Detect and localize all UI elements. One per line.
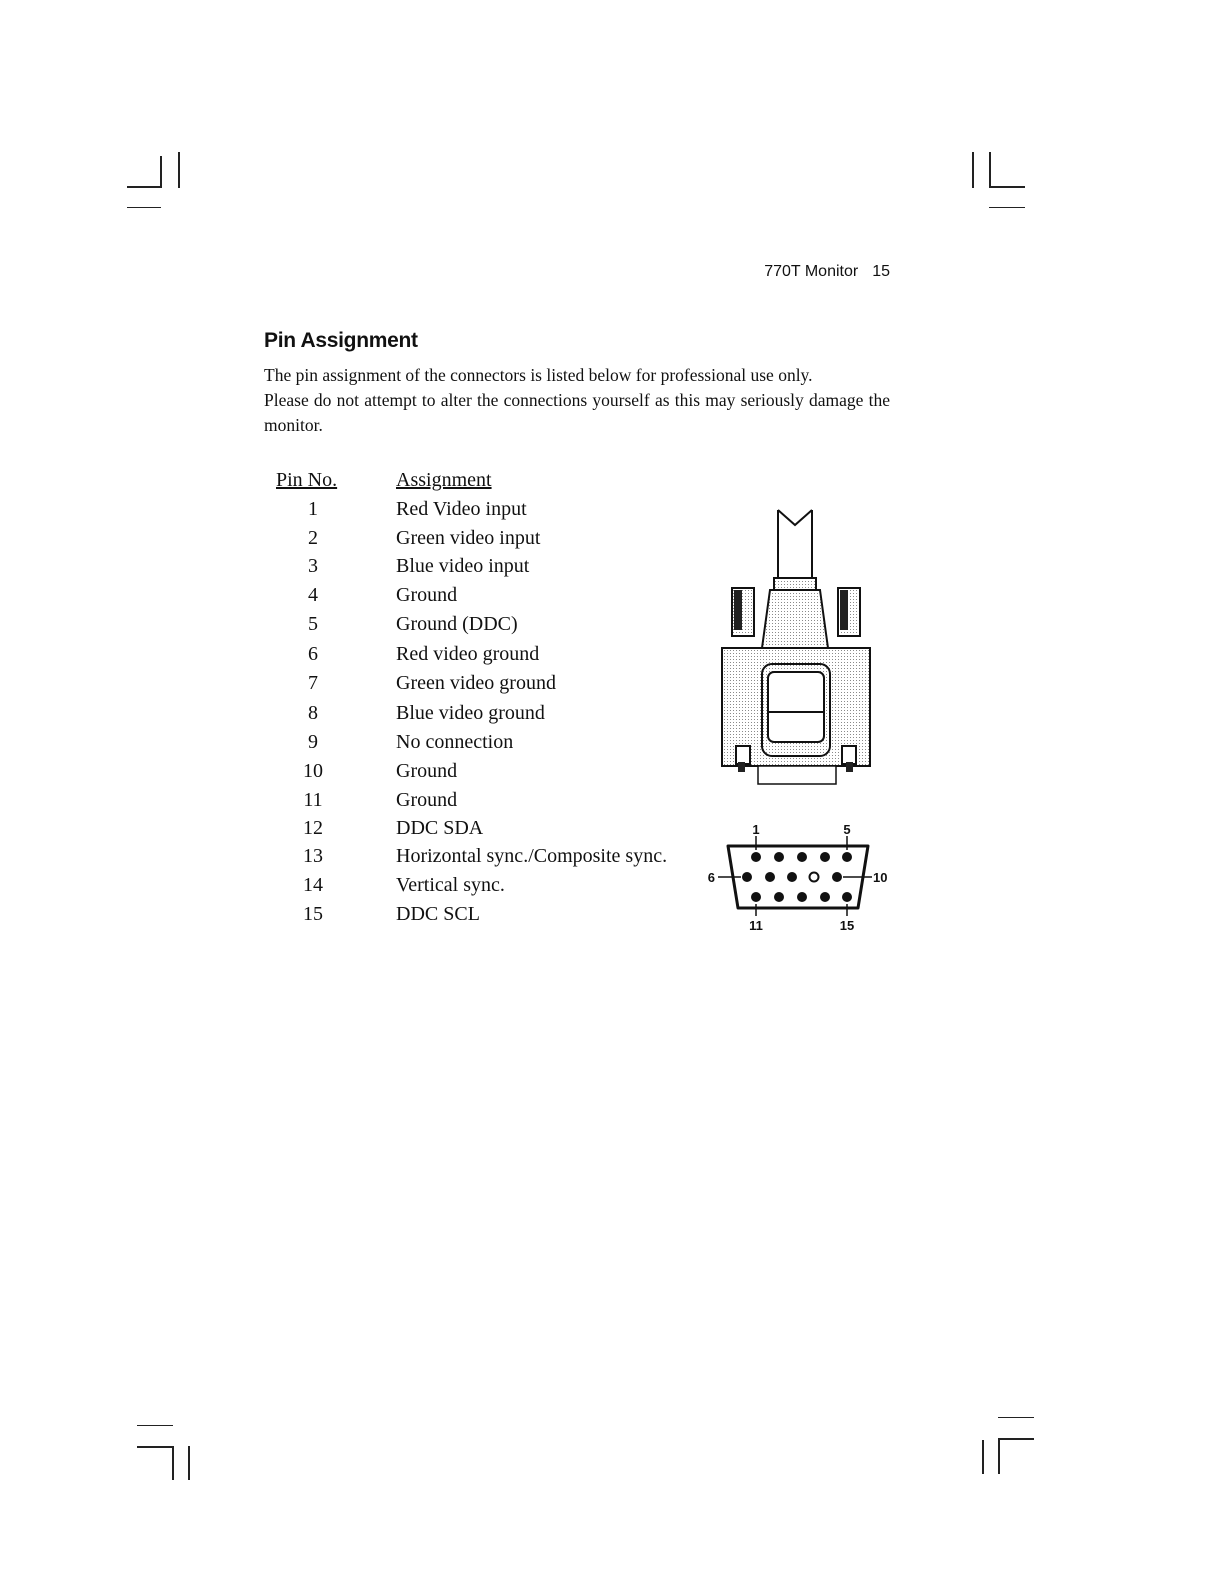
pin-number: 12 — [303, 817, 323, 839]
crop-mark — [998, 1438, 1000, 1474]
pin-assignment: Ground (DDC) — [396, 613, 518, 635]
crop-mark — [127, 207, 161, 208]
table-row — [0, 527, 720, 556]
section-title: Pin Assignment — [264, 329, 418, 352]
pin-assignment: Red video ground — [396, 643, 540, 665]
pin-number: 2 — [308, 527, 318, 549]
pin-face — [708, 822, 888, 933]
pin-4 — [820, 852, 830, 862]
table-row — [0, 584, 720, 613]
pin-assignment: No connection — [396, 731, 514, 753]
header-title: 770T Monitor — [764, 263, 859, 280]
pin-9 — [810, 873, 819, 882]
table-row — [0, 903, 720, 932]
crop-mark — [188, 1446, 190, 1480]
pin-number: 5 — [308, 613, 318, 635]
pin-number: 9 — [308, 731, 318, 753]
pin-assignment: Blue video ground — [396, 702, 545, 724]
pin-1 — [751, 852, 761, 862]
crop-mark — [998, 1417, 1034, 1418]
pin-number: 6 — [308, 643, 318, 665]
table-row — [0, 845, 720, 874]
pin-3 — [797, 852, 807, 862]
crop-mark — [998, 1438, 1034, 1440]
pin-assignment: Ground — [396, 789, 458, 811]
pin-label-5: 5 — [843, 822, 851, 837]
pin-14 — [820, 892, 830, 902]
crop-mark — [972, 152, 974, 188]
intro-line: The pin assignment of the connectors is listed below for professional use only. — [264, 365, 813, 385]
pin-assignment: Ground — [396, 584, 458, 606]
pin-label-15: 15 — [839, 918, 855, 933]
pin-number: 8 — [308, 702, 318, 724]
pin-7 — [765, 872, 775, 882]
table-row — [0, 613, 720, 642]
intro-line: Please do not attempt to alter the connections yourself as this may seriously damage the monitor. — [264, 390, 890, 435]
pin-8 — [787, 872, 797, 882]
pin-number: 14 — [303, 874, 323, 896]
table-row — [0, 789, 720, 818]
pin-5 — [842, 852, 852, 862]
pin-assignment: Blue video input — [396, 555, 530, 577]
crop-mark — [137, 1446, 173, 1448]
crop-mark — [989, 152, 991, 188]
pin-assignment: Red Video input — [396, 498, 527, 520]
pin-number: 1 — [308, 498, 318, 520]
thumb-screw-right — [838, 588, 860, 636]
pin-number: 4 — [308, 584, 318, 606]
table-row — [0, 874, 720, 903]
pin-assignment: DDC SDA — [396, 817, 484, 839]
pin-15 — [842, 892, 852, 902]
crop-mark — [178, 152, 180, 188]
pin-assignment: Green video input — [396, 527, 541, 549]
intro-paragraph — [264, 363, 890, 438]
pin-number: 10 — [303, 760, 323, 782]
pin-10 — [832, 872, 842, 882]
table-row — [0, 672, 720, 701]
pin-number: 11 — [303, 789, 323, 811]
crop-mark — [172, 1446, 174, 1480]
column-header-assignment: Assignment — [396, 469, 492, 491]
pin-2 — [774, 852, 784, 862]
column-header-pin: Pin No. — [276, 469, 338, 491]
crop-mark — [137, 1425, 173, 1426]
pin-label-10: 10 — [873, 870, 888, 885]
connector-hood — [762, 590, 828, 648]
pin-assignment: Vertical sync. — [396, 874, 505, 896]
pin-assignment: Ground — [396, 760, 458, 782]
table-row — [0, 498, 720, 527]
vga-connector-diagram — [700, 500, 900, 940]
pin-assignment: DDC SCL — [396, 903, 480, 925]
crop-mark — [982, 1440, 984, 1474]
crop-mark — [160, 156, 162, 188]
table-row — [0, 760, 720, 789]
pin-12 — [774, 892, 784, 902]
crop-mark — [989, 186, 1025, 188]
crop-mark — [127, 186, 161, 188]
pin-label-11: 11 — [749, 918, 763, 933]
pin-11 — [751, 892, 761, 902]
crop-mark — [989, 207, 1025, 208]
pin-label-6: 6 — [707, 870, 715, 885]
running-header — [700, 263, 890, 281]
table-row — [0, 731, 720, 760]
page-number: 15 — [872, 263, 890, 280]
pin-13 — [797, 892, 807, 902]
pin-assignment: Green video ground — [396, 672, 556, 694]
thumb-screw-left — [732, 588, 754, 636]
pin-number: 13 — [303, 845, 323, 867]
table-row — [0, 555, 720, 584]
pin-label-1: 1 — [752, 822, 760, 837]
table-row — [0, 702, 720, 731]
table-row — [0, 643, 720, 672]
cable-illustration — [774, 510, 816, 590]
pin-number: 15 — [303, 903, 323, 925]
pin-6 — [742, 872, 752, 882]
pin-assignment: Horizontal sync./Composite sync. — [396, 845, 668, 867]
pin-number: 3 — [308, 555, 318, 577]
table-row — [0, 817, 720, 846]
pin-number: 7 — [308, 672, 318, 694]
